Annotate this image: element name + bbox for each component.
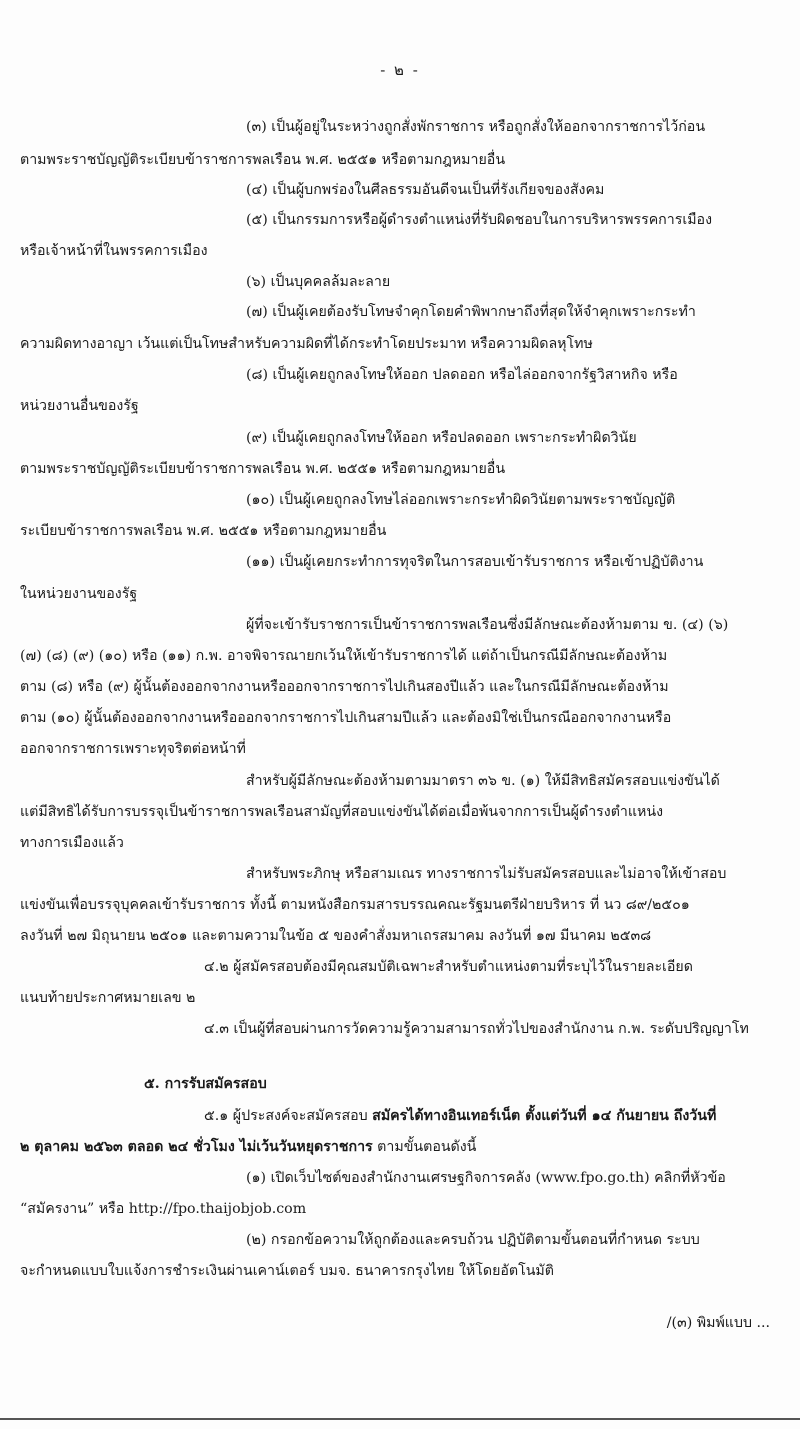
clause-5-1-line <box>204 1107 716 1125</box>
clause-5-1-tail: ตามขั้นตอนดังนี้ <box>372 1139 477 1155</box>
item-5-line: (๕) เป็นกรรมการหรือผู้ดำรงตำแหน่งที่รับผิดชอบในการบริหารพรรคการเมือง <box>246 212 713 228</box>
item-6-line: (๖) เป็นบุคคลล้มละลาย <box>246 274 391 290</box>
exemption-para-line-5: ออกจากราชการเพราะทุจริตต่อหน้าที่ <box>20 741 246 757</box>
clause-4-2-line: ๔.๒ ผู้สมัครสอบต้องมีคุณสมบัติเฉพาะสำหรับตำแหน่งตามที่ระบุไว้ในรายละเอียด <box>204 959 693 975</box>
political-para-line-1: สำหรับผู้มีลักษณะต้องห้ามตามมาตรา ๓๖ ข. (๑) ให้มีสิทธิสมัครสอบแข่งขันได้ <box>246 773 720 789</box>
monk-para-line-1: สำหรับพระภิกษุ หรือสามเณร ทางราชการไม่รับสมัครสอบและไม่อาจให้เข้าสอบ <box>246 866 727 882</box>
item-4-line: (๔) เป็นผู้บกพร่องในศีลธรรมอันดีจนเป็นที่รังเกียจของสังคม <box>246 182 605 198</box>
continuation-marker: /(๓) พิมพ์แบบ ... <box>666 1315 770 1331</box>
item-8-cont: หน่วยงานอื่นของรัฐ <box>20 398 139 414</box>
item-9-line: (๙) เป็นผู้เคยถูกลงโทษให้ออก หรือปลดออก เพราะกระทำผิดวินัย <box>246 430 637 446</box>
step-1-line: (๑) เปิดเว็บไซต์ของสำนักงานเศรษฐกิจการคลัง (www.fpo.go.th) คลิกที่หัวข้อ <box>246 1170 726 1186</box>
clause-4-2-cont: แนบท้ายประกาศหมายเลข ๒ <box>20 990 196 1006</box>
clause-5-1-period: สมัครได้ทางอินเทอร์เน็ต ตั้งแต่วันที่ ๑๔ กันยายน ถึงวันที่ <box>372 1108 717 1124</box>
item-5-cont: หรือเจ้าหน้าที่ในพรรคการเมือง <box>20 243 208 259</box>
item-3-cont: ตามพระราชบัญญัติระเบียบข้าราชการพลเรือน พ.ศ. ๒๕๕๑ หรือตามกฎหมายอื่น <box>20 152 506 168</box>
item-9-cont: ตามพระราชบัญญัติระเบียบข้าราชการพลเรือน พ.ศ. ๒๕๕๑ หรือตามกฎหมายอื่น <box>20 461 506 477</box>
monk-para-line-3: ลงวันที่ ๒๗ มิถุนายน ๒๕๐๑ และตามความในข้อ ๕ ของคำสั่งมหาเถรสมาคม ลงวันที่ ๑๗ มีนาคม ๒๕๓๘ <box>20 928 652 944</box>
exemption-para-line-3: ตาม (๘) หรือ (๙) ผู้นั้นต้องออกจากงานหรือออกจากราชการไปเกินสองปีแล้ว และในกรณีมีลักษณะต้องห้าม <box>20 679 669 695</box>
clause-5-1-deadline: ๒ ตุลาคม ๒๕๖๓ ตลอด ๒๔ ชั่วโมง ไม่เว้นวันหยุดราชการ <box>20 1139 373 1155</box>
item-10-line: (๑๐) เป็นผู้เคยถูกลงโทษไล่ออกเพราะกระทำผิดวินัยตามพระราชบัญญัติ <box>246 492 676 508</box>
step-2-line: (๒) กรอกข้อความให้ถูกต้องและครบถ้วน ปฏิบัติตามขั้นตอนที่กำหนด ระบบ <box>246 1232 700 1248</box>
step-2-cont: จะกำหนดแบบใบแจ้งการชำระเงินผ่านเคาน์เตอร์ บมจ. ธนาคารกรุงไทย ให้โดยอัตโนมัติ <box>20 1263 554 1279</box>
monk-para-line-2: แข่งขันเพื่อบรรจุบุคคลเข้ารับราชการ ทั้งนี้ ตามหนังสือกรมสารบรรณคณะรัฐมนตรีฝ่ายบริหาร ที่ นว ๘๙/๒๕๐๑ <box>20 897 690 913</box>
item-7-cont: ความผิดทางอาญา เว้นแต่เป็นโทษสำหรับความผิดที่ได้กระทำโดยประมาท หรือความผิดลหุโทษ <box>20 336 593 352</box>
clause-5-1-cont <box>20 1138 476 1156</box>
clause-4-3-line: ๔.๓ เป็นผู้ที่สอบผ่านการวัดความรู้ความสามารถทั่วไปของสำนักงาน ก.พ. ระดับปริญญาโท <box>204 1021 749 1037</box>
item-7-line: (๗) เป็นผู้เคยต้องรับโทษจำคุกโดยคำพิพากษาถึงที่สุดให้จำคุกเพราะกระทำ <box>246 304 696 320</box>
political-para-line-2: แต่มีสิทธิได้รับการบรรจุเป็นข้าราชการพลเรือนสามัญที่สอบแข่งขันได้ต่อเมื่อพ้นจากการเป็นผู้ดำรงตำแหน่ง <box>20 804 664 820</box>
item-11-cont: ในหน่วยงานของรัฐ <box>20 586 138 602</box>
item-11-line: (๑๑) เป็นผู้เคยกระทำการทุจริตในการสอบเข้ารับราชการ หรือเข้าปฏิบัติงาน <box>246 554 704 570</box>
exemption-para-line-2: (๗) (๘) (๙) (๑๐) หรือ (๑๑) ก.พ. อาจพิจารณายกเว้นให้เข้ารับราชการได้ แต่ถ้าเป็นกรณีมีลักษณะต้องห้าม <box>20 648 668 664</box>
item-8-line: (๘) เป็นผู้เคยถูกลงโทษให้ออก ปลดออก หรือไล่ออกจากรัฐวิสาหกิจ หรือ <box>246 367 678 383</box>
step-1-cont: “สมัครงาน” หรือ http://fpo.thaijobjob.com <box>20 1201 307 1217</box>
footer-rule <box>0 1418 800 1420</box>
section-5-heading: ๕. การรับสมัครสอบ <box>144 1076 267 1092</box>
page-number: - ๒ - <box>380 61 420 79</box>
exemption-para-line-4: ตาม (๑๐) ผู้นั้นต้องออกจากงานหรือออกจากราชการไปเกินสามปีแล้ว และต้องมิใช่เป็นกรณีออกจากงานหรือ <box>20 710 672 726</box>
item-10-cont: ระเบียบข้าราชการพลเรือน พ.ศ. ๒๕๕๑ หรือตามกฎหมายอื่น <box>20 523 387 539</box>
exemption-para-line-1: ผู้ที่จะเข้ารับราชการเป็นข้าราชการพลเรือนซึ่งมีลักษณะต้องห้ามตาม ข. (๔) (๖) <box>246 617 729 633</box>
item-3-line: (๓) เป็นผู้อยู่ในระหว่างถูกสั่งพักราชการ หรือถูกสั่งให้ออกจากราชการไว้ก่อน <box>246 119 706 135</box>
political-para-line-3: ทางการเมืองแล้ว <box>20 835 124 851</box>
clause-5-1-lead: ๕.๑ ผู้ประสงค์จะสมัครสอบ <box>204 1108 373 1124</box>
